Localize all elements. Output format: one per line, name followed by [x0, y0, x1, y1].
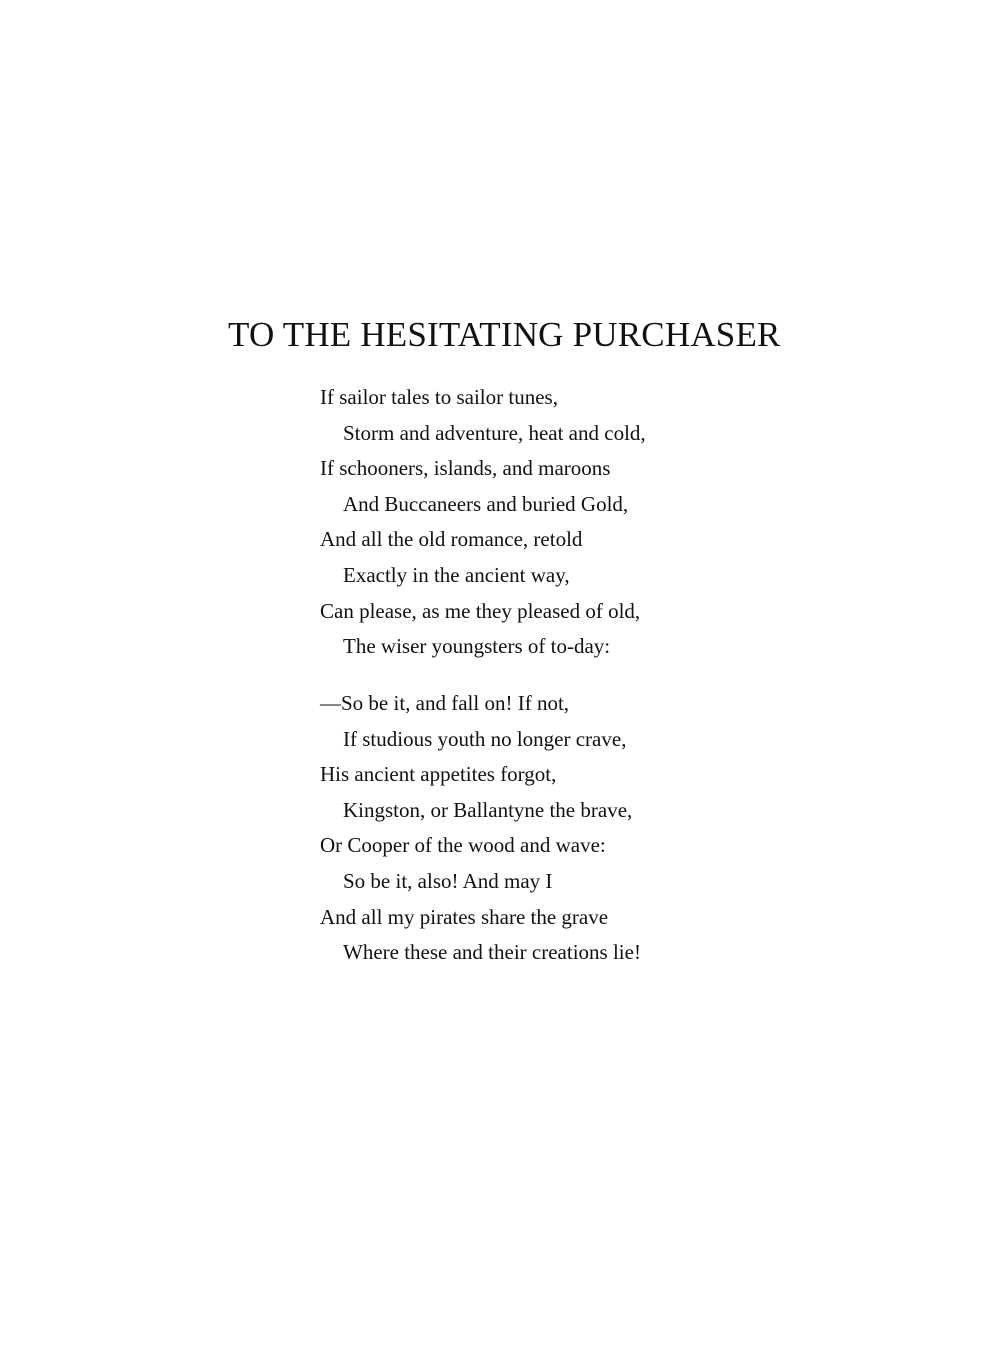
- poem-line: Kingston, or Ballantyne the brave,: [343, 797, 633, 822]
- poem-line: Can please, as me they pleased of old,: [320, 598, 641, 623]
- poem-line: His ancient appetites forgot,: [320, 762, 557, 787]
- poem-line: Storm and adventure, heat and cold,: [343, 420, 646, 445]
- poem-line: And all the old romance, retold: [320, 527, 583, 552]
- poem-line: If sailor tales to sailor tunes,: [320, 385, 558, 409]
- stanza-2: [320, 686, 641, 971]
- poem-line: And Buccaneers and buried Gold,: [343, 491, 629, 516]
- poem-line: —So be it, and fall on! If not,: [320, 691, 570, 715]
- stanza-1: [320, 380, 646, 665]
- poem-line: Exactly in the ancient way,: [343, 562, 570, 587]
- poem-line: So be it, also! And may I: [343, 868, 553, 893]
- poem-line: Where these and their creations lie!: [343, 940, 641, 965]
- poem-line: If studious youth no longer crave,: [343, 726, 627, 751]
- poem-line: And all my pirates share the grave: [320, 904, 609, 929]
- poem-title: TO THE HESITATING PURCHASER: [228, 315, 781, 354]
- poem-line: If schooners, islands, and maroons: [320, 456, 611, 481]
- poem-line: The wiser youngsters of to-day:: [343, 634, 611, 659]
- poem-line: Or Cooper of the wood and wave:: [320, 833, 606, 858]
